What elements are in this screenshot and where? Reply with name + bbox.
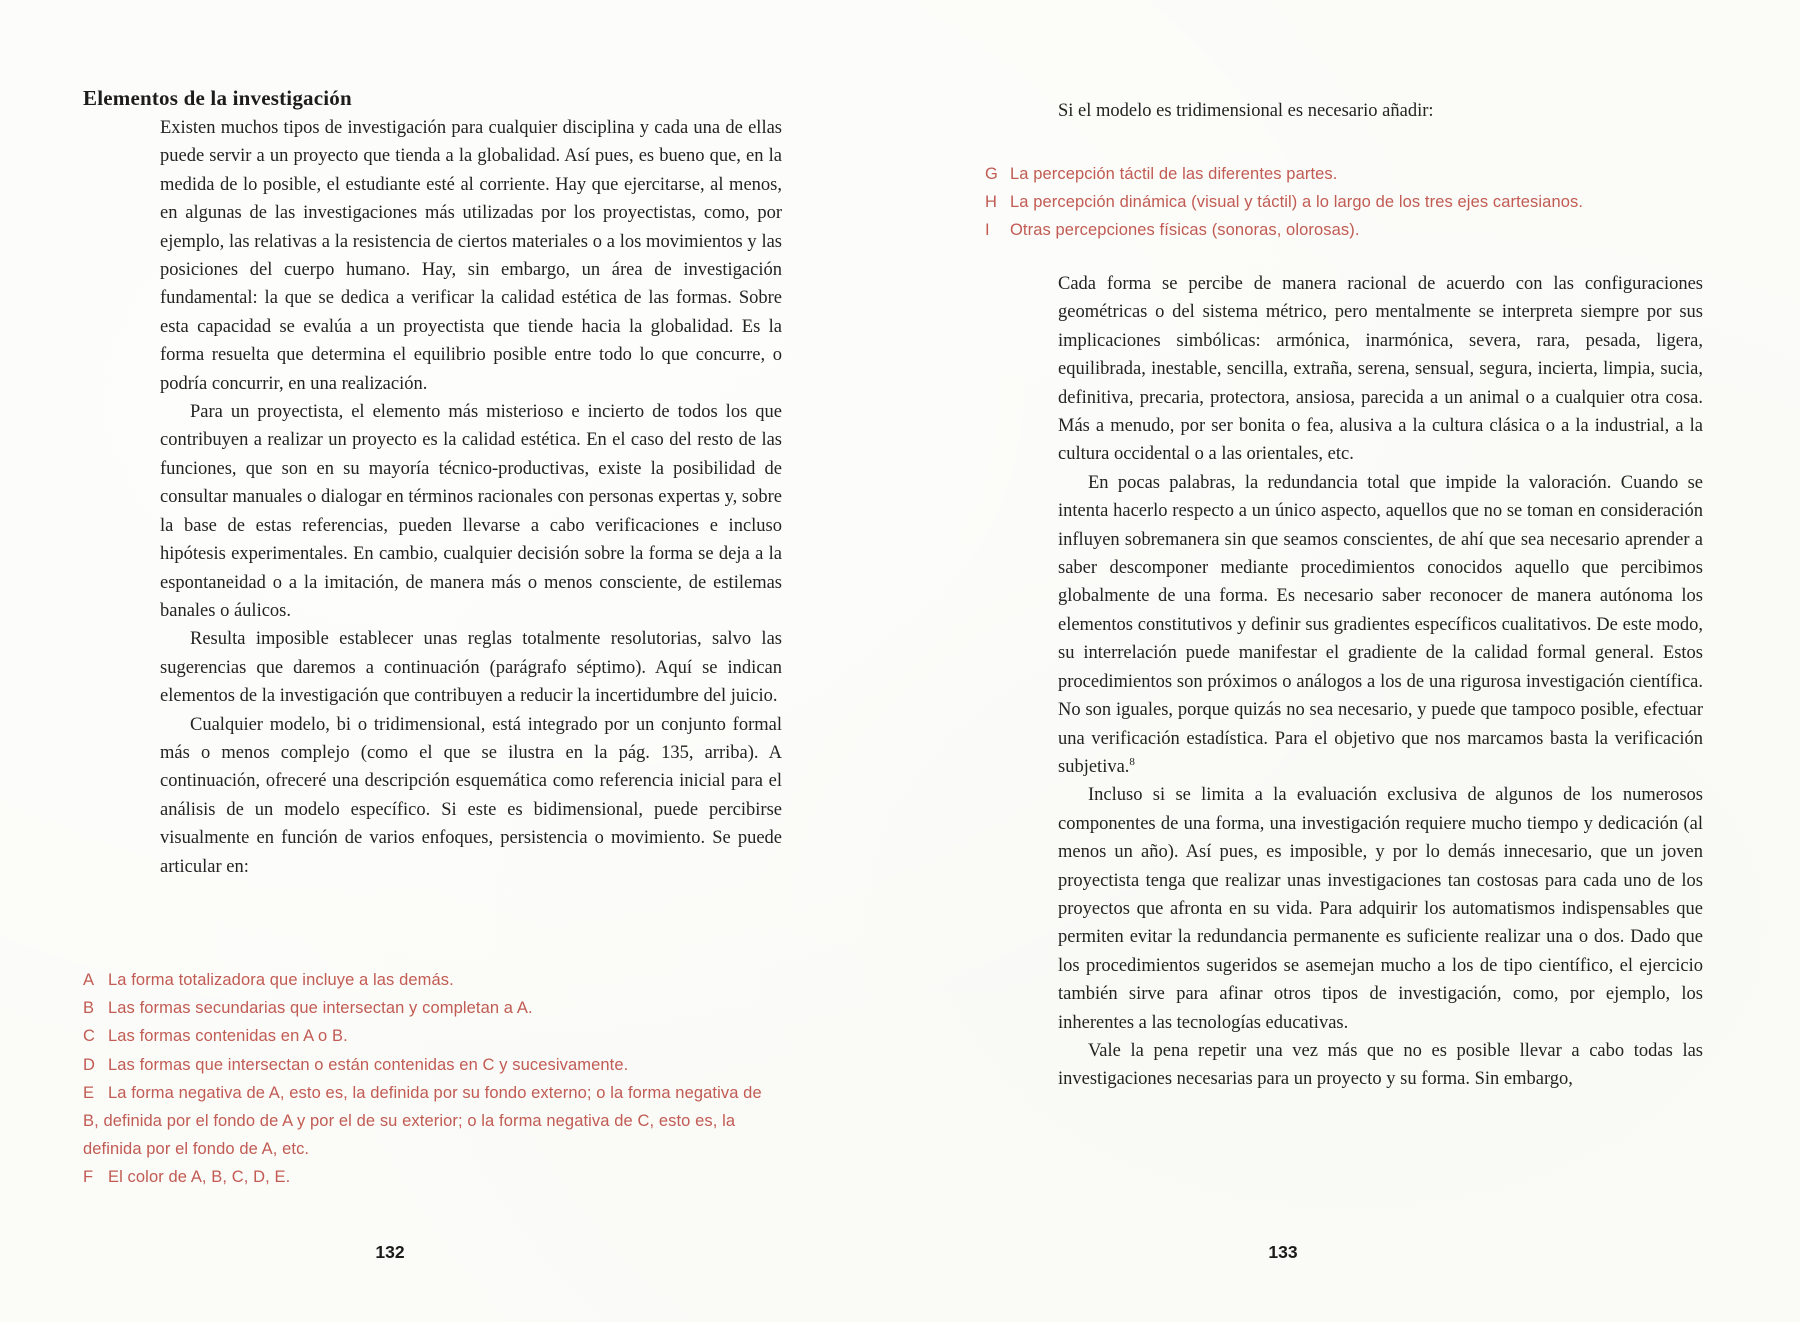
paragraph: Incluso si se limita a la evaluación exclusiva de algunos de los numerosos componentes de una forma, una investigación requiere mucho tiempo y dedicación (al menos un año). Así pues, es imposible, y por lo demás innecesario, que un joven proyectista tenga que realizar unas investigaciones tan costosas para cada uno de los proyectos que afronta en su vida. Para adquirir los automatismos indispensables que permiten evitar la redundancia permanente es suficiente realizar una o dos. Dado que los procedimientos sugeridos se asemejan mucho a los de tipo científico, el ejercicio también sirve para afinar otros tipos de investigación, como, por ejemplo, los inherentes a las tecnologías educativas. [1058,785,1703,1033]
item-text: El color de A, B, C, D, E. [108,1168,291,1187]
item-letter: E [83,1083,95,1102]
item-letter: F [83,1168,94,1187]
intro-line: Si el modelo es tridimensional es necesario añadir: [1058,101,1434,121]
item-text: Las formas contenidas en A o B. [108,1027,348,1046]
item-text: La percepción táctil de las diferentes partes. [1010,165,1338,183]
item-letter: C [83,1027,96,1046]
list-item [985,160,1697,188]
lettered-list-g-i [985,160,1697,245]
right-body-text [1058,270,1703,1094]
left-body-text [160,114,782,881]
item-text: La percepción dinámica (visual y táctil) a lo largo de los tres ejes cartesianos. [1010,193,1584,212]
paragraph [1058,469,1703,781]
page-number: 132 [375,1242,405,1262]
item-text: Otras percepciones físicas (sonoras, olorosas). [1010,221,1360,240]
list-item [83,1163,773,1191]
lettered-list-a-f [83,966,773,1192]
list-item [83,1051,773,1079]
section-title: Elementos de la investigación [83,86,352,110]
paragraph-text: En pocas palabras, la redundancia total que impide la valoración. Cuando se intenta hacerlo respecto a un único aspecto, aquellos que no se toman en consideración influyen sobremanera sin que seamos conscientes, de ahí que sea necesario aprender a saber descomponer mediante procedimientos conocidos aquello que percibimos globalmente de una forma. Es necesario saber reconocer de manera autónoma los elementos constitutivos y definir sus gradientes específicos cualitativos. De este modo, su interrelación puede manifestar el gradiente de la calidad formal general. Estos procedimientos son próximos o análogos a los de una rigurosa investigación científica. No son iguales, porque quizás no sea necesario, y puede que tampoco posible, efectuar una verificación estadística. Para el objetivo que nos marcamos basta la verificación subjetiva. [1058,472,1703,777]
item-text: Las formas que intersectan o están contenidas en C y sucesivamente. [108,1055,629,1074]
paragraph: Existen muchos tipos de investigación para cualquier disciplina y cada una de ellas puede servir a un proyecto que tienda a la globalidad. Así pues, es bueno que, en la medida de lo posible, el estudiante esté al corriente. Hay que ejercitarse, al menos, en algunas de las investigaciones más utilizadas por los proyectistas, como, por ejemplo, las relativas a la resistencia de ciertos materiales o a los movimientos y las posiciones del cuerpo humano. Hay, sin embargo, un área de investigación fundamental: la que se dedica a verificar la calidad estética de las formas. Sobre esta capacidad se evalúa a un proyectista que tiende hacia la globalidad. Es la forma resuelta que determina el equilibrio posible entre todo lo que concurre, o podría concurrir, en una realización. [160,118,782,394]
paragraph: Vale la pena repetir una vez más que no es posible llevar a cabo todas las investigaciones necesarias para un proyecto y su forma. Sin embargo, [1058,1040,1703,1090]
list-item [83,1079,773,1164]
item-letter: I [985,221,990,240]
list-item [83,966,773,994]
item-letter: B [83,999,95,1018]
item-letter: D [83,1055,96,1074]
paragraph: Resulta imposible establecer unas reglas totalmente resolutorias, salvo las sugerencias que daremos a continuación (parágrafo séptimo). Aquí se indican elementos de la investigación que contribuyen a reducir la incertidumbre del juicio. [160,629,782,707]
paragraph: Cada forma se percibe de manera racional de acuerdo con las configuraciones geométricas o del sistema métrico, pero mentalmente se interpreta siempre por sus implicaciones simbólicas: armónica, inarmónica, severa, rara, pesada, ligera, equilibrada, inestable, sencilla, extraña, serena, sensual, segura, incierta, limpia, sucia, definitiva, precaria, protectora, ansiosa, parecida a un animal o a cualquier otra cosa. Más a menudo, por ser bonita o fea, alusiva a la cultura clásica o a la industrial, a la cultura occidental o a las orientales, etc. [1058,274,1703,465]
item-letter: A [83,971,95,989]
paragraph: Para un proyectista, el elemento más misterioso e incierto de todos los que contribuyen a realizar un proyecto es la calidad estética. En el caso del resto de las funciones, que son en su mayoría técnico-productivas, existe la posibilidad de consultar manuales o dialogar en términos racionales con personas expertas y, sobre la base de estas referencias, pueden llevarse a cabo verificaciones e incluso hipótesis experimentales. En cambio, cualquier decisión sobre la forma se deja a la espontaneidad o a la imitación, de manera más o menos consciente, de estilemas banales o áulicos. [160,402,782,621]
page-right [900,0,1800,1322]
item-letter: H [985,193,998,212]
item-text: La forma totalizadora que incluye a las demás. [108,971,454,989]
page-number: 133 [1268,1242,1298,1262]
list-item [985,216,1697,244]
list-item [985,188,1697,216]
list-item [83,994,773,1022]
item-text: Las formas secundarias que intersectan y completan a A. [108,999,533,1018]
paragraph: Cualquier modelo, bi o tridimensional, está integrado por un conjunto formal más o menos complejo (como el que se ilustra en la pág. 135, arriba). A continuación, ofreceré una descripción esquemática como referencia inicial para el análisis de un modelo específico. Si este es bidimensional, puede percibirse visualmente en función de varios enfoques, persistencia o movimiento. Se puede articular en: [160,714,782,877]
list-item [83,1022,773,1050]
footnote-reference: 8 [1129,755,1135,768]
item-text: La forma negativa de A, esto es, la definida por su fondo externo; o la forma negativa de B, definida por el fondo de A y por el de su exterior; o la forma negativa de C, esto es, la definida por el fondo de A, etc. [83,1083,762,1159]
item-letter: G [985,165,998,183]
